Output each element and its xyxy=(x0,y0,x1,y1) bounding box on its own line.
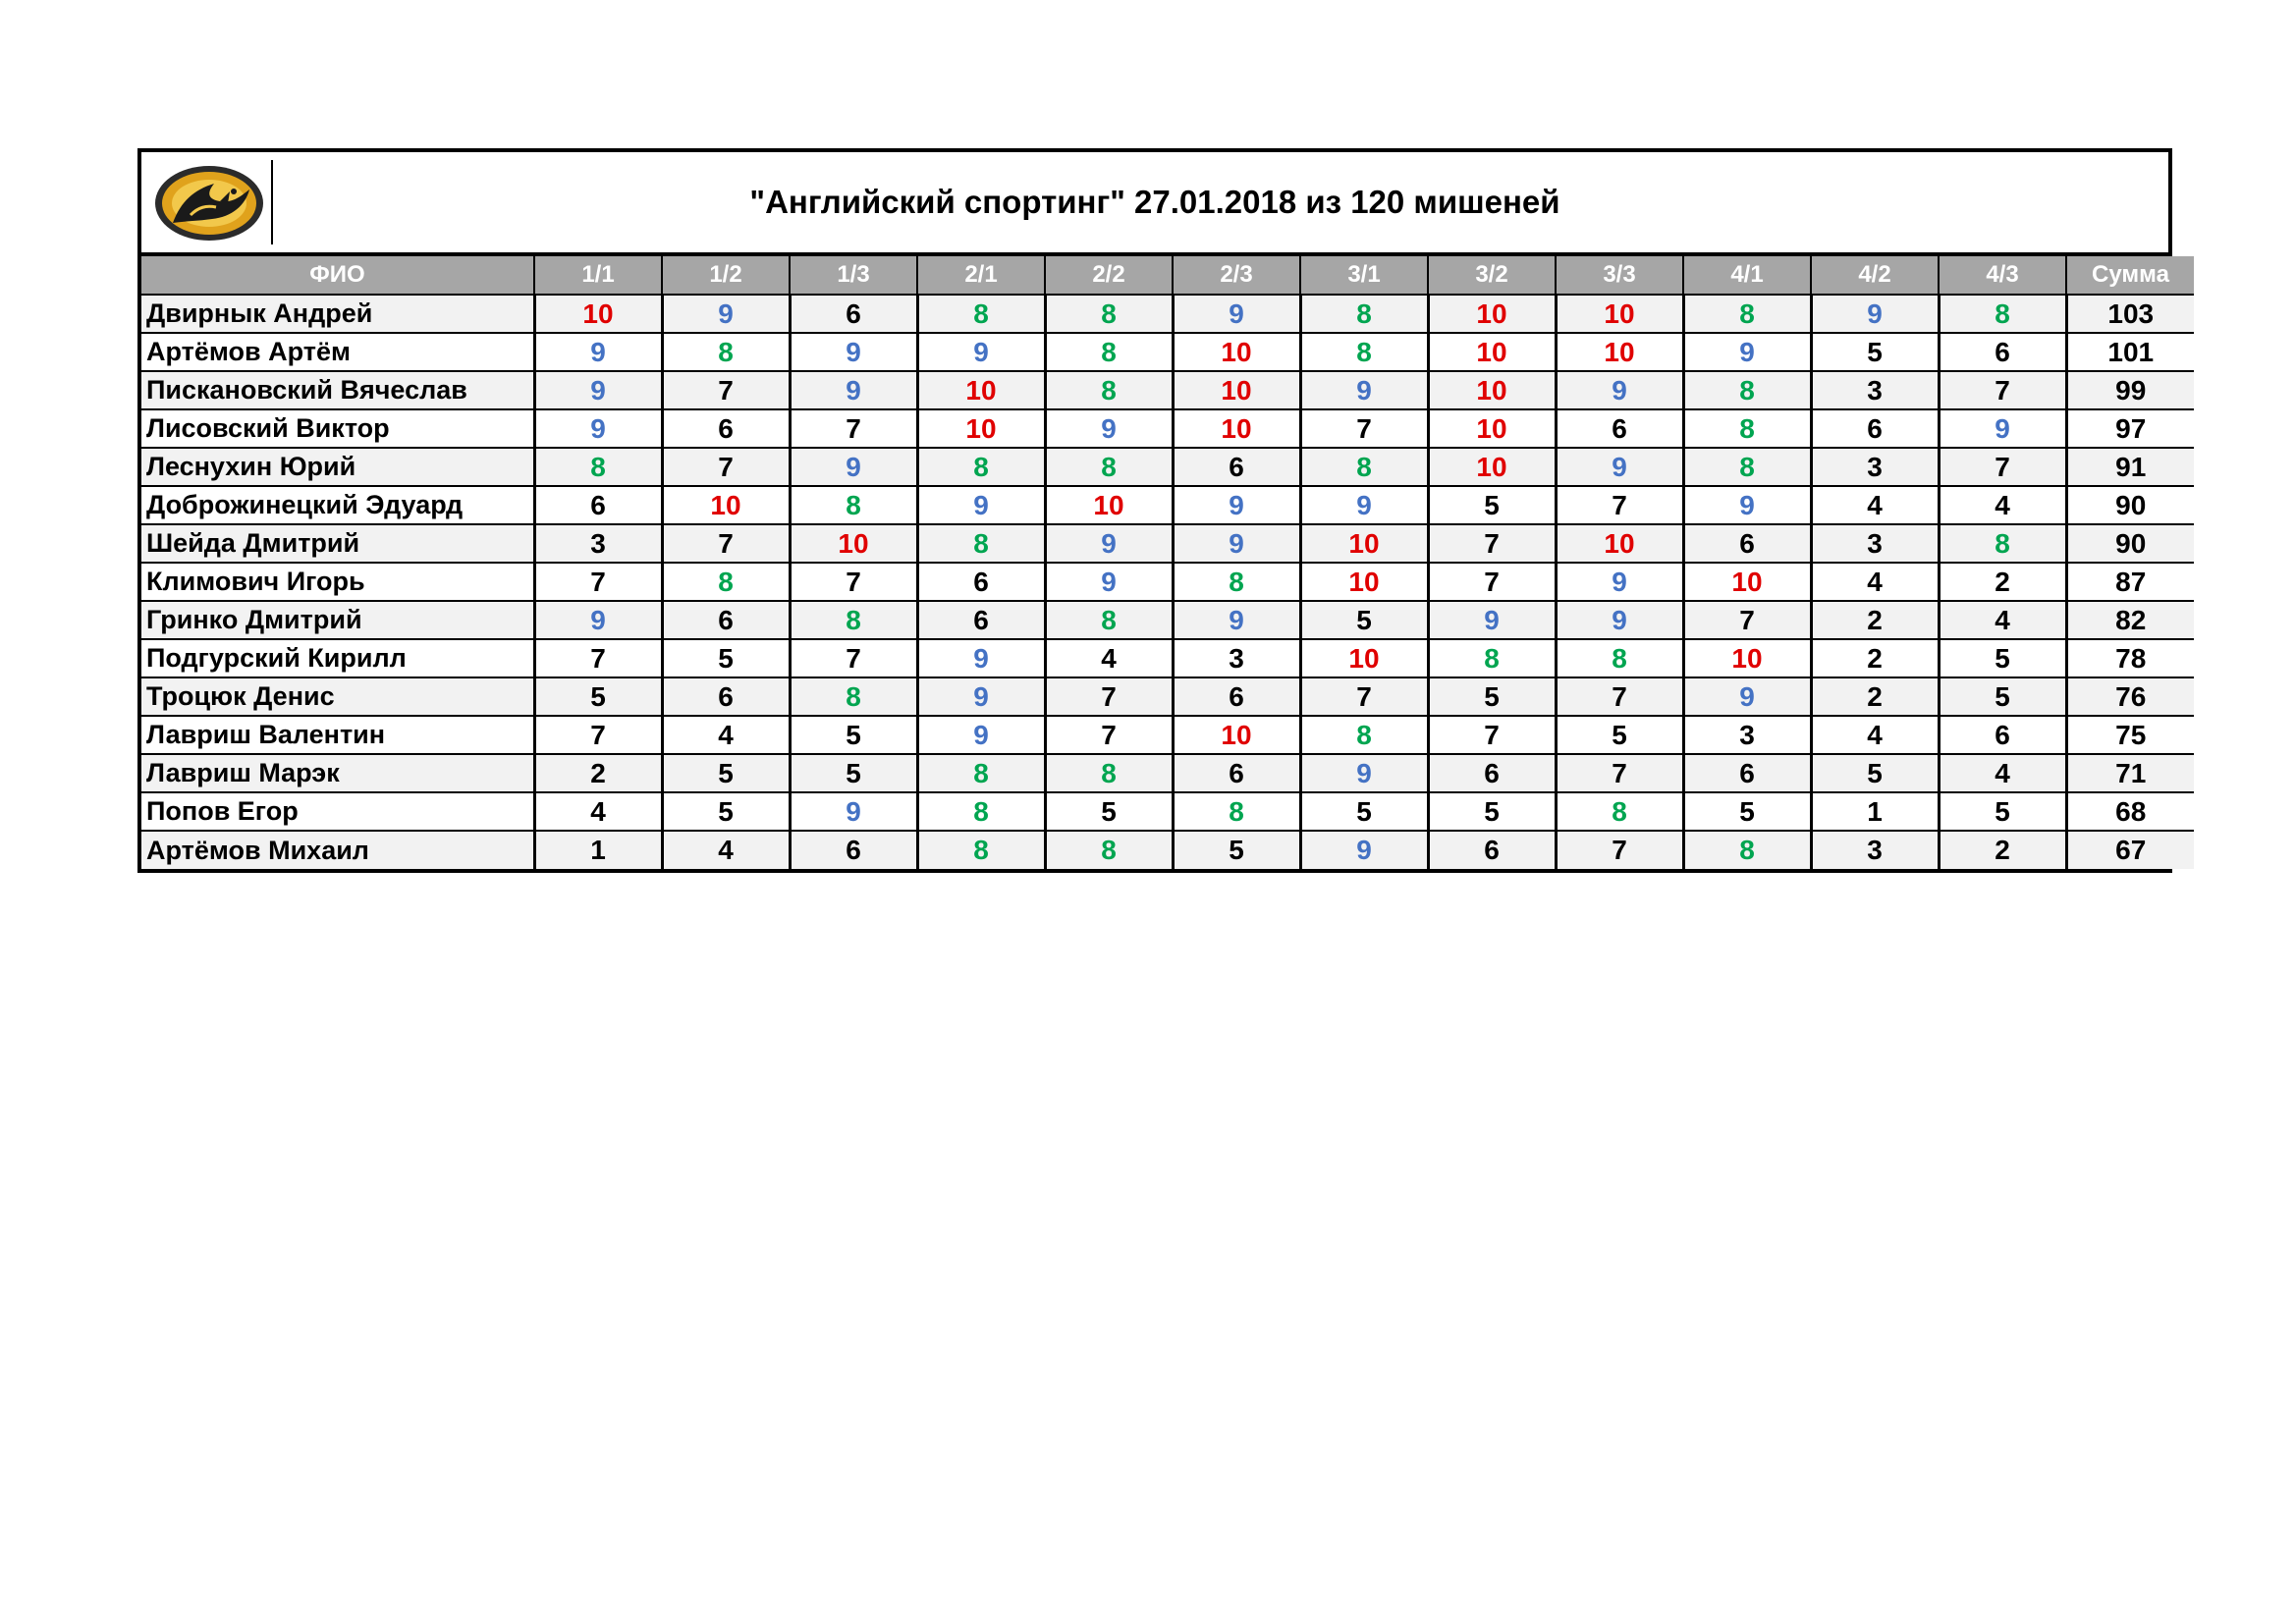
score-cell: 8 xyxy=(917,295,1045,333)
total-cell: 76 xyxy=(2066,677,2194,716)
shooter-name: Доброжинецкий Эдуард xyxy=(141,486,534,524)
score-cell: 5 xyxy=(1428,792,1556,831)
score-cell: 1 xyxy=(1811,792,1939,831)
score-cell: 5 xyxy=(1556,716,1683,754)
table-row xyxy=(141,524,2194,563)
score-cell: 7 xyxy=(1683,601,1811,639)
score-cell: 8 xyxy=(790,486,917,524)
score-cell: 9 xyxy=(1556,448,1683,486)
column-header-series: 1/1 xyxy=(534,256,662,295)
total-cell: 91 xyxy=(2066,448,2194,486)
score-cell: 7 xyxy=(1045,677,1173,716)
shooter-name: Троцюк Денис xyxy=(141,677,534,716)
score-cell: 4 xyxy=(1811,716,1939,754)
score-cell: 9 xyxy=(1045,409,1173,448)
score-cell: 5 xyxy=(1173,831,1300,869)
column-header-total: Сумма xyxy=(2066,256,2194,295)
score-cell: 10 xyxy=(1556,295,1683,333)
score-cell: 8 xyxy=(1045,295,1173,333)
table-row xyxy=(141,295,2194,333)
column-header-series: 4/1 xyxy=(1683,256,1811,295)
score-cell: 10 xyxy=(1428,295,1556,333)
score-cell: 8 xyxy=(1683,448,1811,486)
score-cell: 9 xyxy=(1300,486,1428,524)
table-row xyxy=(141,486,2194,524)
table-row xyxy=(141,831,2194,869)
score-cell: 8 xyxy=(1428,639,1556,677)
total-cell: 78 xyxy=(2066,639,2194,677)
score-cell: 10 xyxy=(1045,486,1173,524)
score-cell: 8 xyxy=(790,677,917,716)
score-cell: 9 xyxy=(917,486,1045,524)
score-cell: 7 xyxy=(534,563,662,601)
total-cell: 97 xyxy=(2066,409,2194,448)
score-cell: 5 xyxy=(1300,792,1428,831)
shooter-name: Попов Егор xyxy=(141,792,534,831)
table-row xyxy=(141,677,2194,716)
score-cell: 6 xyxy=(917,601,1045,639)
score-cell: 8 xyxy=(1300,716,1428,754)
results-table xyxy=(141,256,2194,869)
total-cell: 71 xyxy=(2066,754,2194,792)
score-cell: 10 xyxy=(1556,333,1683,371)
score-cell: 8 xyxy=(1683,409,1811,448)
score-cell: 5 xyxy=(662,754,790,792)
shooter-name: Леснухин Юрий xyxy=(141,448,534,486)
shooter-name: Лавриш Валентин xyxy=(141,716,534,754)
score-cell: 8 xyxy=(1556,639,1683,677)
column-header-series: 3/3 xyxy=(1556,256,1683,295)
score-cell: 10 xyxy=(1173,409,1300,448)
score-cell: 8 xyxy=(534,448,662,486)
table-row xyxy=(141,448,2194,486)
score-cell: 6 xyxy=(1428,831,1556,869)
score-cell: 5 xyxy=(1683,792,1811,831)
table-row xyxy=(141,639,2194,677)
score-cell: 5 xyxy=(534,677,662,716)
score-cell: 7 xyxy=(790,563,917,601)
page-title: "Английский спортинг" 27.01.2018 из 120 мишеней xyxy=(749,184,1560,220)
score-cell: 6 xyxy=(662,677,790,716)
score-cell: 10 xyxy=(1300,524,1428,563)
score-cell: 6 xyxy=(1939,716,2066,754)
score-cell: 4 xyxy=(1939,486,2066,524)
table-row xyxy=(141,754,2194,792)
score-cell: 10 xyxy=(534,295,662,333)
score-cell: 10 xyxy=(1300,639,1428,677)
column-header-series: 4/3 xyxy=(1939,256,2066,295)
score-cell: 8 xyxy=(917,524,1045,563)
score-cell: 8 xyxy=(917,448,1045,486)
score-cell: 8 xyxy=(1683,295,1811,333)
total-cell: 101 xyxy=(2066,333,2194,371)
score-cell: 9 xyxy=(1556,371,1683,409)
total-cell: 99 xyxy=(2066,371,2194,409)
score-cell: 9 xyxy=(1811,295,1939,333)
score-cell: 7 xyxy=(790,409,917,448)
score-cell: 7 xyxy=(1556,677,1683,716)
score-cell: 7 xyxy=(662,371,790,409)
shooter-name: Шейда Дмитрий xyxy=(141,524,534,563)
shooter-name: Артёмов Михаил xyxy=(141,831,534,869)
column-header-series: 2/3 xyxy=(1173,256,1300,295)
title-row xyxy=(141,152,2168,256)
score-cell: 10 xyxy=(1683,639,1811,677)
score-cell: 5 xyxy=(1811,754,1939,792)
column-header-series: 2/2 xyxy=(1045,256,1173,295)
score-cell: 10 xyxy=(1173,716,1300,754)
score-cell: 5 xyxy=(1045,792,1173,831)
score-cell: 10 xyxy=(917,409,1045,448)
score-cell: 3 xyxy=(1683,716,1811,754)
score-cell: 6 xyxy=(917,563,1045,601)
score-cell: 7 xyxy=(1939,448,2066,486)
score-cell: 8 xyxy=(1045,371,1173,409)
score-cell: 10 xyxy=(1428,333,1556,371)
score-cell: 10 xyxy=(1173,371,1300,409)
score-cell: 4 xyxy=(1811,486,1939,524)
score-cell: 5 xyxy=(1939,677,2066,716)
score-cell: 9 xyxy=(662,295,790,333)
total-cell: 90 xyxy=(2066,524,2194,563)
column-header-series: 3/1 xyxy=(1300,256,1428,295)
score-cell: 7 xyxy=(662,524,790,563)
shooter-name: Подгурский Кирилл xyxy=(141,639,534,677)
table-header-row xyxy=(141,256,2194,295)
table-row xyxy=(141,716,2194,754)
score-cell: 3 xyxy=(534,524,662,563)
score-cell: 10 xyxy=(1173,333,1300,371)
shooter-name: Двирнык Андрей xyxy=(141,295,534,333)
score-cell: 6 xyxy=(1173,754,1300,792)
total-cell: 82 xyxy=(2066,601,2194,639)
score-cell: 7 xyxy=(1939,371,2066,409)
score-cell: 10 xyxy=(662,486,790,524)
score-cell: 2 xyxy=(1811,639,1939,677)
score-cell: 6 xyxy=(1811,409,1939,448)
score-cell: 10 xyxy=(1683,563,1811,601)
score-cell: 9 xyxy=(917,716,1045,754)
score-cell: 9 xyxy=(534,371,662,409)
score-cell: 5 xyxy=(1939,639,2066,677)
score-cell: 5 xyxy=(1300,601,1428,639)
score-cell: 9 xyxy=(1173,524,1300,563)
score-cell: 9 xyxy=(790,792,917,831)
score-cell: 7 xyxy=(1300,677,1428,716)
score-cell: 8 xyxy=(1173,792,1300,831)
score-cell: 7 xyxy=(534,639,662,677)
score-cell: 10 xyxy=(917,371,1045,409)
score-cell: 9 xyxy=(534,601,662,639)
score-cell: 7 xyxy=(1428,716,1556,754)
column-header-series: 1/2 xyxy=(662,256,790,295)
score-cell: 9 xyxy=(1300,754,1428,792)
column-header-series: 3/2 xyxy=(1428,256,1556,295)
score-cell: 6 xyxy=(662,409,790,448)
score-cell: 5 xyxy=(1939,792,2066,831)
score-cell: 10 xyxy=(1428,409,1556,448)
table-row xyxy=(141,563,2194,601)
score-cell: 5 xyxy=(662,792,790,831)
score-cell: 5 xyxy=(790,716,917,754)
score-cell: 9 xyxy=(534,333,662,371)
score-cell: 6 xyxy=(1939,333,2066,371)
score-cell: 9 xyxy=(1556,601,1683,639)
score-cell: 4 xyxy=(534,792,662,831)
shooter-name: Климович Игорь xyxy=(141,563,534,601)
score-cell: 10 xyxy=(1556,524,1683,563)
score-cell: 8 xyxy=(1045,754,1173,792)
score-cell: 4 xyxy=(1045,639,1173,677)
score-cell: 9 xyxy=(1300,831,1428,869)
score-cell: 7 xyxy=(662,448,790,486)
shooter-name: Артёмов Артём xyxy=(141,333,534,371)
score-cell: 4 xyxy=(1939,754,2066,792)
total-cell: 68 xyxy=(2066,792,2194,831)
score-cell: 6 xyxy=(1428,754,1556,792)
score-cell: 9 xyxy=(917,639,1045,677)
score-cell: 10 xyxy=(790,524,917,563)
score-cell: 8 xyxy=(1939,524,2066,563)
score-cell: 9 xyxy=(1683,677,1811,716)
column-header-name: ФИО xyxy=(141,256,534,295)
shooter-name: Лисовский Виктор xyxy=(141,409,534,448)
table-row xyxy=(141,409,2194,448)
score-cell: 1 xyxy=(534,831,662,869)
table-row xyxy=(141,371,2194,409)
score-cell: 2 xyxy=(1811,601,1939,639)
score-cell: 2 xyxy=(1811,677,1939,716)
score-cell: 8 xyxy=(1045,448,1173,486)
shooter-name: Гринко Дмитрий xyxy=(141,601,534,639)
score-cell: 5 xyxy=(1428,486,1556,524)
score-cell: 6 xyxy=(790,831,917,869)
score-cell: 8 xyxy=(1173,563,1300,601)
score-cell: 6 xyxy=(662,601,790,639)
score-cell: 9 xyxy=(1173,295,1300,333)
score-cell: 5 xyxy=(1811,333,1939,371)
column-header-series: 4/2 xyxy=(1811,256,1939,295)
score-cell: 2 xyxy=(1939,831,2066,869)
score-cell: 8 xyxy=(1939,295,2066,333)
score-cell: 4 xyxy=(662,831,790,869)
score-cell: 5 xyxy=(662,639,790,677)
total-cell: 87 xyxy=(2066,563,2194,601)
column-header-series: 1/3 xyxy=(790,256,917,295)
score-cell: 8 xyxy=(662,563,790,601)
score-cell: 8 xyxy=(662,333,790,371)
score-cell: 8 xyxy=(917,831,1045,869)
score-cell: 6 xyxy=(534,486,662,524)
total-cell: 67 xyxy=(2066,831,2194,869)
score-cell: 9 xyxy=(1556,563,1683,601)
score-cell: 3 xyxy=(1811,524,1939,563)
score-cell: 7 xyxy=(1300,409,1428,448)
score-cell: 9 xyxy=(790,371,917,409)
score-cell: 9 xyxy=(1045,524,1173,563)
score-cell: 3 xyxy=(1811,371,1939,409)
column-header-series: 2/1 xyxy=(917,256,1045,295)
table-body xyxy=(141,295,2194,869)
score-cell: 10 xyxy=(1300,563,1428,601)
score-cell: 9 xyxy=(790,333,917,371)
score-cell: 7 xyxy=(1556,831,1683,869)
score-cell: 8 xyxy=(1300,295,1428,333)
results-sheet xyxy=(137,148,2172,873)
score-cell: 4 xyxy=(662,716,790,754)
score-cell: 3 xyxy=(1173,639,1300,677)
score-cell: 8 xyxy=(917,792,1045,831)
score-cell: 8 xyxy=(1300,333,1428,371)
total-cell: 90 xyxy=(2066,486,2194,524)
table-row xyxy=(141,792,2194,831)
score-cell: 9 xyxy=(1939,409,2066,448)
score-cell: 8 xyxy=(1683,831,1811,869)
score-cell: 8 xyxy=(1045,333,1173,371)
total-cell: 103 xyxy=(2066,295,2194,333)
score-cell: 2 xyxy=(534,754,662,792)
score-cell: 6 xyxy=(1683,754,1811,792)
score-cell: 9 xyxy=(1683,486,1811,524)
table-row xyxy=(141,333,2194,371)
score-cell: 7 xyxy=(1556,486,1683,524)
score-cell: 3 xyxy=(1811,831,1939,869)
score-cell: 9 xyxy=(534,409,662,448)
score-cell: 8 xyxy=(1556,792,1683,831)
score-cell: 7 xyxy=(1428,563,1556,601)
score-cell: 7 xyxy=(790,639,917,677)
score-cell: 5 xyxy=(790,754,917,792)
score-cell: 9 xyxy=(1173,486,1300,524)
score-cell: 8 xyxy=(1300,448,1428,486)
score-cell: 9 xyxy=(1683,333,1811,371)
score-cell: 8 xyxy=(1045,831,1173,869)
total-cell: 75 xyxy=(2066,716,2194,754)
score-cell: 3 xyxy=(1811,448,1939,486)
score-cell: 10 xyxy=(1428,448,1556,486)
score-cell: 6 xyxy=(1556,409,1683,448)
table-row xyxy=(141,601,2194,639)
score-cell: 2 xyxy=(1939,563,2066,601)
score-cell: 9 xyxy=(1428,601,1556,639)
score-cell: 10 xyxy=(1428,371,1556,409)
score-cell: 9 xyxy=(1045,563,1173,601)
score-cell: 9 xyxy=(1300,371,1428,409)
shooter-name: Пискановский Вячеслав xyxy=(141,371,534,409)
shooter-name: Лавриш Марэк xyxy=(141,754,534,792)
score-cell: 7 xyxy=(1556,754,1683,792)
score-cell: 9 xyxy=(917,677,1045,716)
score-cell: 9 xyxy=(790,448,917,486)
score-cell: 4 xyxy=(1811,563,1939,601)
score-cell: 6 xyxy=(1683,524,1811,563)
score-cell: 9 xyxy=(1173,601,1300,639)
score-cell: 7 xyxy=(1045,716,1173,754)
score-cell: 6 xyxy=(790,295,917,333)
score-cell: 8 xyxy=(1045,601,1173,639)
score-cell: 7 xyxy=(534,716,662,754)
score-cell: 4 xyxy=(1939,601,2066,639)
score-cell: 6 xyxy=(1173,677,1300,716)
score-cell: 5 xyxy=(1428,677,1556,716)
score-cell: 8 xyxy=(917,754,1045,792)
score-cell: 6 xyxy=(1173,448,1300,486)
score-cell: 8 xyxy=(790,601,917,639)
score-cell: 7 xyxy=(1428,524,1556,563)
score-cell: 8 xyxy=(1683,371,1811,409)
score-cell: 9 xyxy=(917,333,1045,371)
